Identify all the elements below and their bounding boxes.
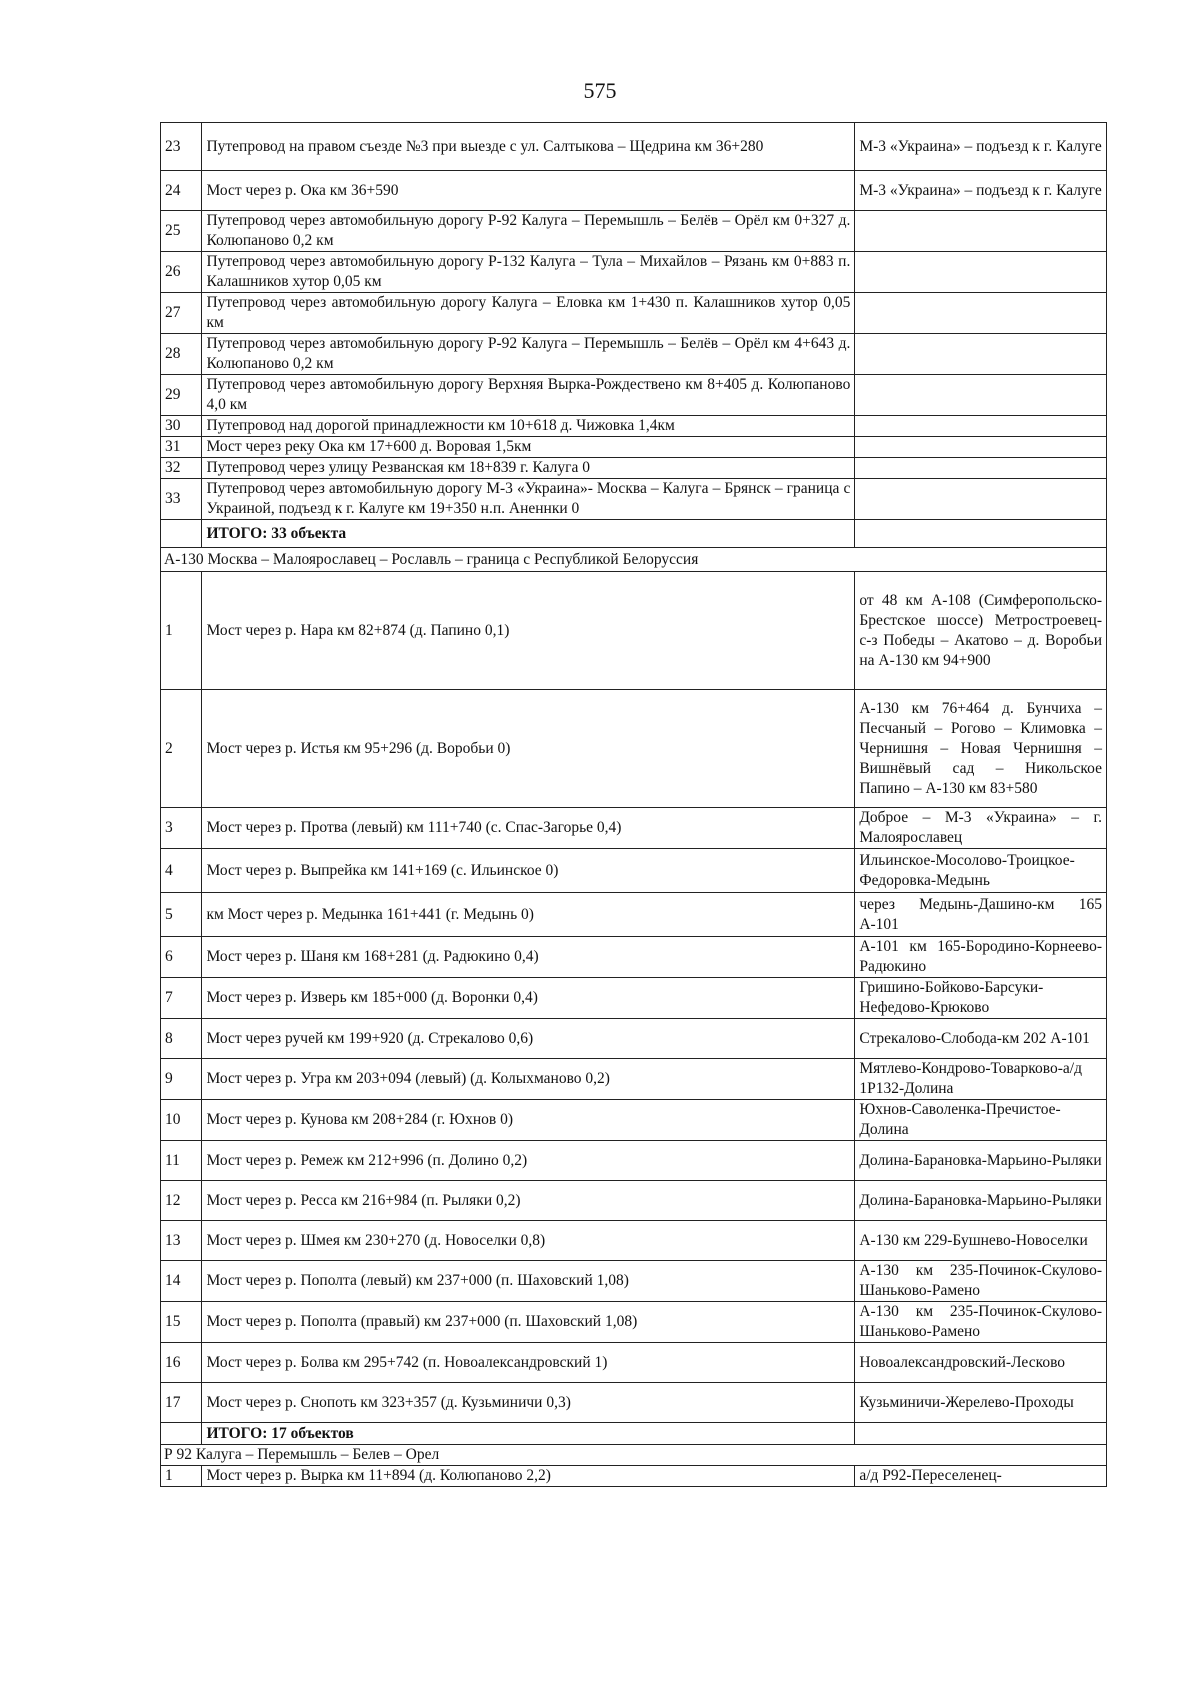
object-description: Мост через р. Изверь км 185+000 (д. Воронки 0,4) — [202, 978, 855, 1019]
row-number: 5 — [161, 893, 202, 937]
row-number: 6 — [161, 937, 202, 978]
object-description: Путепровод через автомобильную дорогу Р-92 Калуга – Перемышль – Белёв – Орёл км 0+327 д. Колюпаново 0,2 км — [202, 211, 855, 252]
object-description: Мост через р. Ремеж км 212+996 (п. Долино 0,2) — [202, 1141, 855, 1181]
table-row — [161, 334, 1107, 375]
object-description: Мост через реку Ока км 17+600 д. Воровая 1,5км — [202, 437, 855, 458]
road-reference: а/д Р92-Переселенец- — [855, 1466, 1107, 1487]
object-description: Мост через р. Нара км 82+874 (д. Папино 0,1) — [202, 572, 855, 690]
table-row — [161, 1019, 1107, 1059]
road-reference: Стрекалово-Слобода-км 202 А-101 — [855, 1019, 1107, 1059]
road-reference: М-3 «Украина» – подъезд к г. Калуге — [855, 123, 1107, 171]
table-row — [161, 1141, 1107, 1181]
table-row — [161, 293, 1107, 334]
road-reference — [855, 458, 1107, 479]
table-row — [161, 1383, 1107, 1423]
row-number: 1 — [161, 1466, 202, 1487]
object-description: Мост через р. Снопоть км 323+357 (д. Кузьминичи 0,3) — [202, 1383, 855, 1423]
object-description: Путепровод на правом съезде №3 при выезде с ул. Салтыкова – Щедрина км 36+280 — [202, 123, 855, 171]
road-reference: А-101 км 165-Бородино-Корнеево-Радюкино — [855, 937, 1107, 978]
object-description: Путепровод через автомобильную дорогу Р-132 Калуга – Тула – Михайлов – Рязань км 0+883 п. Калашников хутор 0,05 км — [202, 252, 855, 293]
road-reference: А-130 км 229-Бушнево-Новоселки — [855, 1221, 1107, 1261]
road-reference: А-130 км 76+464 д. Бунчиха – Песчаный – Рогово – Климовка – Чернишня – Новая Чернишня – Вишнёвый сад – Никольское Папино – А-130 км 83+580 — [855, 690, 1107, 808]
row-number: 27 — [161, 293, 202, 334]
objects-table-body — [161, 123, 1107, 1487]
object-description: Путепровод через автомобильную дорогу Верхняя Вырка-Рождествено км 8+405 д. Колюпаново 4,0 км — [202, 375, 855, 416]
table-row — [161, 211, 1107, 252]
road-reference — [855, 293, 1107, 334]
row-number: 31 — [161, 437, 202, 458]
road-reference — [855, 375, 1107, 416]
row-number: 17 — [161, 1383, 202, 1423]
object-description: Мост через р. Пополта (левый) км 237+000 (п. Шаховский 1,08) — [202, 1261, 855, 1302]
object-description: км Мост через р. Медынка 161+441 (г. Медынь 0) — [202, 893, 855, 937]
row-number: 3 — [161, 808, 202, 849]
row-number: 24 — [161, 171, 202, 211]
road-reference: Юхнов-Саволенка-Пречистое-Долина — [855, 1100, 1107, 1141]
section-title: А-130 Москва – Малоярославец – Рославль – граница с Республикой Белоруссия — [161, 548, 1107, 572]
object-description: Мост через р. Угра км 203+094 (левый) (д. Колыхманово 0,2) — [202, 1059, 855, 1100]
row-number: 9 — [161, 1059, 202, 1100]
object-description: Мост через р. Ресса км 216+984 (п. Рыляки 0,2) — [202, 1181, 855, 1221]
object-description: Мост через р. Шаня км 168+281 (д. Радюкино 0,4) — [202, 937, 855, 978]
table-row — [161, 1059, 1107, 1100]
table-row — [161, 572, 1107, 690]
object-description: Путепровод через улицу Резванская км 18+839 г. Калуга 0 — [202, 458, 855, 479]
table-row — [161, 437, 1107, 458]
object-description: Путепровод через автомобильную дорогу М-3 «Украина»- Москва – Калуга – Брянск – граница с Украиной, подъезд к г. Калуге км 19+350 н.п. Аненнки 0 — [202, 479, 855, 520]
table-row — [161, 171, 1107, 211]
table-row — [161, 1302, 1107, 1343]
row-number: 15 — [161, 1302, 202, 1343]
table-row — [161, 1221, 1107, 1261]
row-number: 12 — [161, 1181, 202, 1221]
total-row — [161, 1423, 1107, 1445]
row-number: 23 — [161, 123, 202, 171]
row-number: 33 — [161, 479, 202, 520]
section-title: Р 92 Калуга – Перемышль – Белев – Орел — [161, 1445, 1107, 1466]
road-reference: Мятлево-Кондрово-Товарково-а/д 1Р132-Долина — [855, 1059, 1107, 1100]
table-row — [161, 1261, 1107, 1302]
road-reference — [855, 334, 1107, 375]
road-reference: Долина-Барановка-Марьино-Рыляки — [855, 1141, 1107, 1181]
row-number: 8 — [161, 1019, 202, 1059]
road-reference — [855, 211, 1107, 252]
object-description: Мост через р. Шмея км 230+270 (д. Новоселки 0,8) — [202, 1221, 855, 1261]
row-number: 16 — [161, 1343, 202, 1383]
total-row — [161, 520, 1107, 548]
road-reference: М-3 «Украина» – подъезд к г. Калуге — [855, 171, 1107, 211]
total-row-empty-cell — [855, 520, 1107, 548]
road-reference: через Медынь-Дашино-км 165 А-101 — [855, 893, 1107, 937]
road-reference — [855, 479, 1107, 520]
road-reference: Долина-Барановка-Марьино-Рыляки — [855, 1181, 1107, 1221]
table-row — [161, 252, 1107, 293]
table-row — [161, 458, 1107, 479]
road-reference — [855, 416, 1107, 437]
total-row-empty-cell — [161, 1423, 202, 1445]
table-row — [161, 375, 1107, 416]
row-number: 1 — [161, 572, 202, 690]
road-reference: Доброе – М-3 «Украина» – г. Малоярославец — [855, 808, 1107, 849]
row-number: 14 — [161, 1261, 202, 1302]
row-number: 4 — [161, 849, 202, 893]
table-row — [161, 1466, 1107, 1487]
road-reference — [855, 437, 1107, 458]
row-number: 10 — [161, 1100, 202, 1141]
table-row — [161, 808, 1107, 849]
total-row-empty-cell — [855, 1423, 1107, 1445]
table-row — [161, 1100, 1107, 1141]
road-reference: от 48 км А-108 (Симферопольско-Брестское шоссе) Метростроевец- с-з Победы – Акатово – д. Воробьи на А-130 км 94+900 — [855, 572, 1107, 690]
table-row — [161, 1343, 1107, 1383]
row-number: 26 — [161, 252, 202, 293]
row-number: 7 — [161, 978, 202, 1019]
object-description: Мост через р. Болва км 295+742 (п. Новоалександровский 1) — [202, 1343, 855, 1383]
object-description: Мост через р. Пополта (правый) км 237+000 (п. Шаховский 1,08) — [202, 1302, 855, 1343]
road-reference: А-130 км 235-Починок-Скулово-Шаньково-Рамено — [855, 1261, 1107, 1302]
road-reference — [855, 252, 1107, 293]
object-description: Мост через р. Кунова км 208+284 (г. Юхнов 0) — [202, 1100, 855, 1141]
row-number: 13 — [161, 1221, 202, 1261]
total-row-empty-cell — [161, 520, 202, 548]
table-row — [161, 849, 1107, 893]
table-row — [161, 1181, 1107, 1221]
row-number: 25 — [161, 211, 202, 252]
road-reference: Новоалександровский-Лесково — [855, 1343, 1107, 1383]
object-description: Мост через ручей км 199+920 (д. Стрекалово 0,6) — [202, 1019, 855, 1059]
total-label: ИТОГО: 33 объекта — [202, 520, 855, 548]
road-reference: Кузьминичи-Жерелево-Проходы — [855, 1383, 1107, 1423]
row-number: 2 — [161, 690, 202, 808]
section-header-row — [161, 1445, 1107, 1466]
row-number: 28 — [161, 334, 202, 375]
table-row — [161, 479, 1107, 520]
row-number: 11 — [161, 1141, 202, 1181]
road-reference: Ильинское-Мосолово-Троицкое-Федоровка-Медынь — [855, 849, 1107, 893]
table-row — [161, 893, 1107, 937]
section-header-row — [161, 548, 1107, 572]
row-number: 29 — [161, 375, 202, 416]
road-reference: А-130 км 235-Починок-Скулово-Шаньково-Рамено — [855, 1302, 1107, 1343]
table-row — [161, 416, 1107, 437]
total-label: ИТОГО: 17 объектов — [202, 1423, 855, 1445]
object-description: Путепровод над дорогой принадлежности км 10+618 д. Чижовка 1,4км — [202, 416, 855, 437]
table-row — [161, 123, 1107, 171]
object-description: Мост через р. Протва (левый) км 111+740 (с. Спас-Загорье 0,4) — [202, 808, 855, 849]
table-row — [161, 978, 1107, 1019]
table-row — [161, 937, 1107, 978]
object-description: Мост через р. Истья км 95+296 (д. Воробьи 0) — [202, 690, 855, 808]
object-description: Путепровод через автомобильную дорогу Р-92 Калуга – Перемышль – Белёв – Орёл км 4+643 д. Колюпаново 0,2 км — [202, 334, 855, 375]
row-number: 32 — [161, 458, 202, 479]
page-number: 575 — [583, 78, 617, 103]
object-description: Путепровод через автомобильную дорогу Калуга – Еловка км 1+430 п. Калашников хутор 0,05 км — [202, 293, 855, 334]
object-description: Мост через р. Вырка км 11+894 (д. Колюпаново 2,2) — [202, 1466, 855, 1487]
objects-table — [160, 122, 1107, 1487]
object-description: Мост через р. Ока км 36+590 — [202, 171, 855, 211]
road-reference: Гришино-Бойково-Барсуки-Нефедово-Крюково — [855, 978, 1107, 1019]
row-number: 30 — [161, 416, 202, 437]
object-description: Мост через р. Выпрейка км 141+169 (с. Ильинское 0) — [202, 849, 855, 893]
table-row — [161, 690, 1107, 808]
